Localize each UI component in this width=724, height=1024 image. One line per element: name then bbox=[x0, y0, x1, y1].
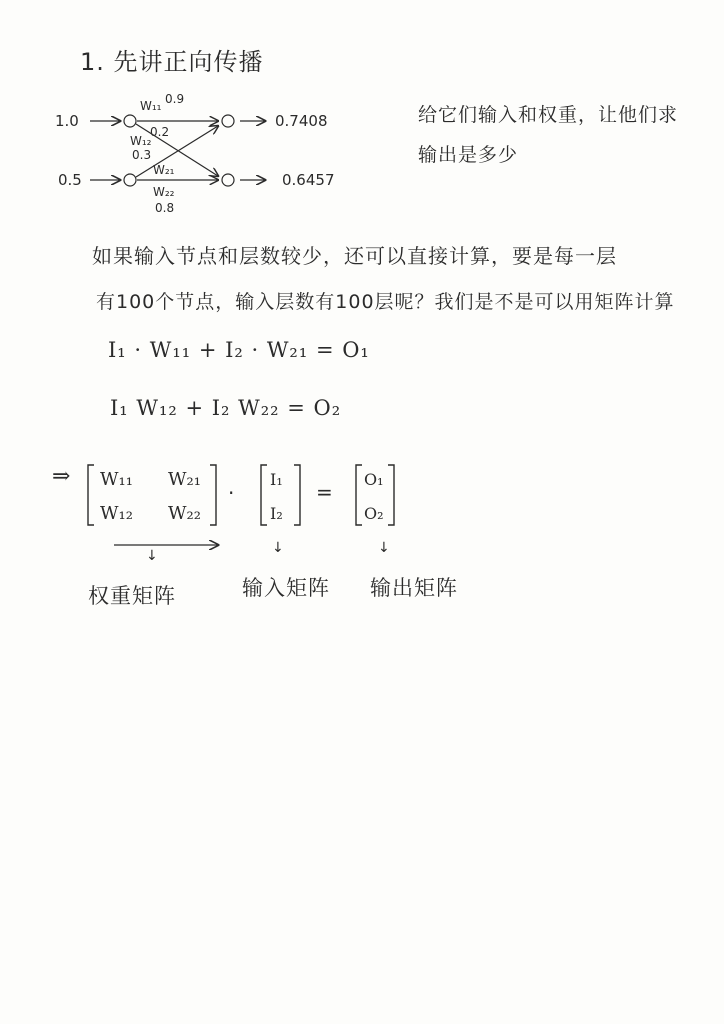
output-matrix-o2: O₂ bbox=[364, 504, 384, 523]
weight-matrix-right-bracket bbox=[210, 465, 216, 525]
side-note-line-2: 输出是多少 bbox=[418, 144, 519, 166]
input-node-1 bbox=[124, 115, 136, 127]
input-matrix-right-bracket bbox=[294, 465, 300, 525]
page-title: 1. 先讲正向传播 bbox=[80, 48, 264, 76]
label-weight-matrix: 权重矩阵 bbox=[88, 584, 176, 608]
input-node-2 bbox=[124, 174, 136, 186]
input-matrix-left-bracket bbox=[261, 465, 267, 525]
implies-symbol: ⇒ bbox=[52, 464, 71, 489]
matrix-equation bbox=[50, 455, 430, 545]
weight-w11-value: 0.9 bbox=[165, 92, 185, 106]
input-value-1: 1.0 bbox=[55, 112, 79, 130]
output-matrix-right-bracket bbox=[388, 465, 394, 525]
equals-sign: = bbox=[316, 480, 333, 504]
input-matrix-i2: I₂ bbox=[270, 504, 283, 523]
weight-w12-value: 0.2 bbox=[150, 125, 170, 139]
output-value-2: 0.6457 bbox=[282, 171, 335, 189]
weight-matrix-w12: W₁₂ bbox=[100, 503, 133, 524]
weight-matrix-left-bracket bbox=[88, 465, 94, 525]
weight-matrix-w11: W₁₁ bbox=[100, 469, 133, 490]
output-matrix-left-bracket bbox=[356, 465, 362, 525]
weight-w21-value: 0.3 bbox=[132, 148, 152, 162]
paragraph-line-2: 有100个节点，输入层数有100层呢？我们是不是可以用矩阵计算 bbox=[96, 291, 675, 313]
down-arrow-input: ↓ bbox=[272, 540, 285, 556]
down-arrow-output: ↓ bbox=[378, 540, 391, 556]
equation-2: I₁ W₁₂ + I₂ W₂₂ = O₂ bbox=[110, 396, 342, 420]
input-value-2: 0.5 bbox=[58, 171, 82, 189]
output-node-2 bbox=[222, 174, 234, 186]
weight-w12-name: W₁₂ bbox=[130, 134, 152, 148]
weight-matrix-w22: W₂₂ bbox=[168, 503, 201, 524]
output-value-1: 0.7408 bbox=[275, 112, 328, 130]
output-node-1 bbox=[222, 115, 234, 127]
label-output-matrix: 输出矩阵 bbox=[370, 576, 458, 600]
side-note-line-1: 给它们输入和权重，让他们求 bbox=[418, 104, 679, 126]
weight-matrix-underline-arrow bbox=[110, 538, 230, 552]
dot-operator: · bbox=[228, 481, 235, 505]
paragraph-line-1: 如果输入节点和层数较少，还可以直接计算，要是每一层 bbox=[92, 244, 617, 268]
weight-w21-name: W₂₁ bbox=[153, 163, 175, 177]
equation-1: I₁ · W₁₁ + I₂ · W₂₁ = O₁ bbox=[108, 338, 370, 362]
down-arrow-weight: ↓ bbox=[146, 548, 159, 564]
weight-w11-name: W₁₁ bbox=[140, 99, 162, 113]
weight-w22-name: W₂₂ bbox=[153, 185, 175, 199]
label-input-matrix: 输入矩阵 bbox=[242, 576, 330, 600]
output-matrix-o1: O₁ bbox=[364, 470, 384, 489]
weight-matrix-w21: W₂₁ bbox=[168, 469, 201, 490]
input-matrix-i1: I₁ bbox=[270, 470, 283, 489]
network-diagram bbox=[50, 88, 410, 218]
weight-w22-value: 0.8 bbox=[155, 201, 175, 215]
